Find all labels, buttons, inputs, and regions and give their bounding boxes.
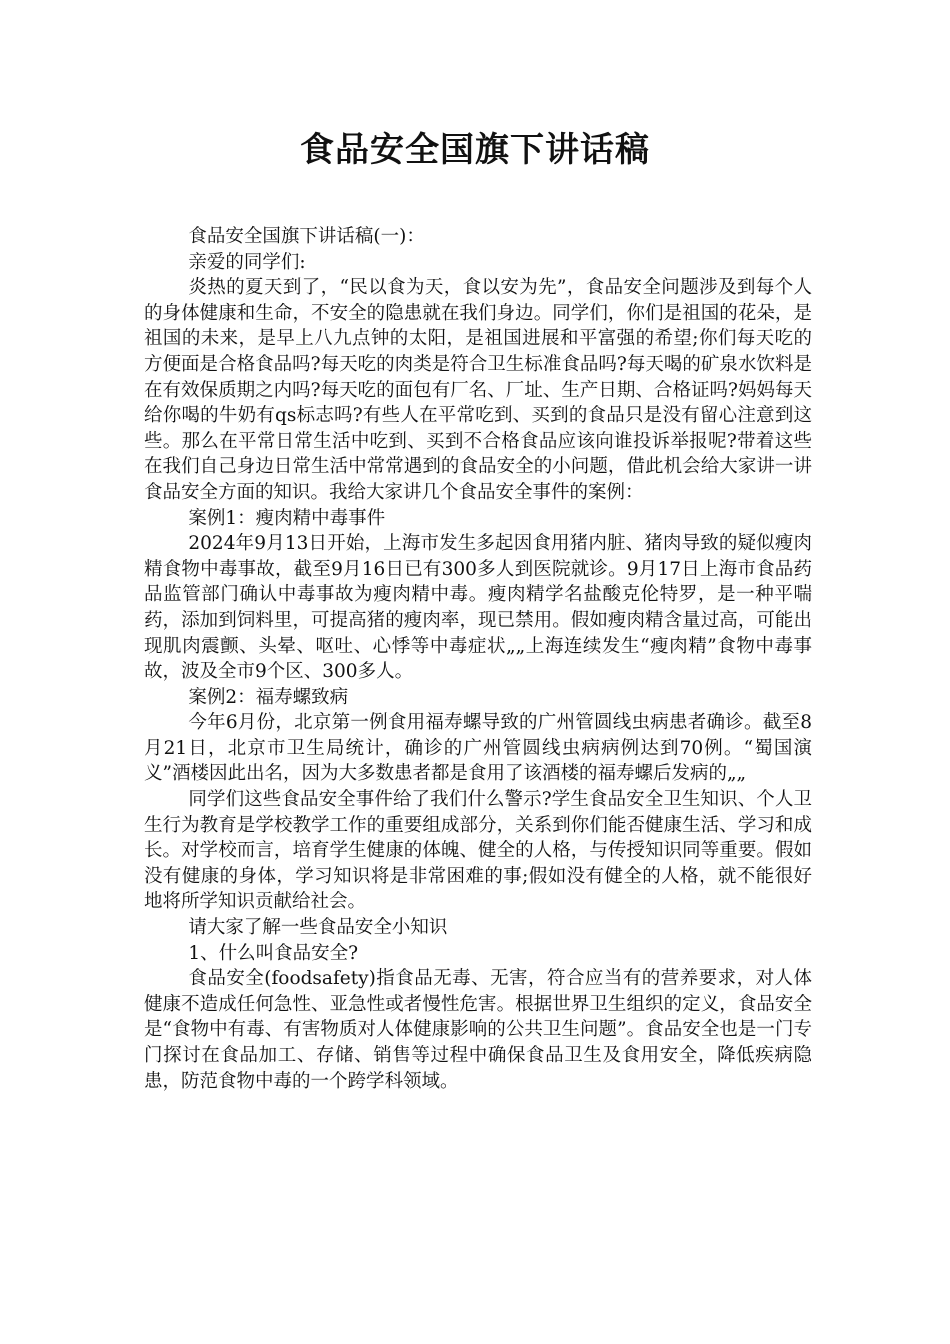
paragraph-definition: 食品安全(foodsafety)指食品无毒、无害，符合应当有的营养要求，对人体健康不造成任何急性、亚急性或者慢性危害。根据世界卫生组织的定义，食品安全是“食物中有毒、有害物质对人体健康影响的公共卫生问题”。食品安全也是一门专门探讨在食品加工、存储、销售等过程中确保食品卫生及食用安全，降低疾病隐患，防范食物中毒的一个跨学科领域。 [144,968,812,1092]
case-2-heading: 案例2：福寿螺致病 [188,686,349,708]
paragraph-warning: 同学们这些食品安全事件给了我们什么警示?学生食品安全卫生知识、个人卫生行为教育是学校教学工作的重要组成部分，关系到你们能否健康生活、学习和成长。对学校而言，培育学生健康的体魄、健全的人格，与传授知识同等重要。假如没有健康的身体，学习知识将是非常困难的事;假如没有健全的人格，就不能很好地将所学知识贡献给社会。 [144,789,812,913]
salutation: 亲爱的同学们: [188,251,306,273]
paragraph-case-1: 2024年9月13日开始，上海市发生多起因食用猪内脏、猪肉导致的疑似瘦肉精食物中毒事故，截至9月16日已有300多人到医院就诊。9月17日上海市食品药品监管部门确认中毒事故为瘦肉精中毒。瘦肉精学名盐酸克伦特罗，是一种平喘药，添加到饲料里，可提高猪的瘦肉率，现已禁用。假如瘦肉精含量过高，可能出现肌肉震颤、头晕、呕吐、心悸等中毒症状„„上海连续发生“瘦肉精”食物中毒事故，波及全市9个区、300多人。 [144,533,812,683]
knowledge-heading: 请大家了解一些食品安全小知识 [188,917,448,939]
page-title: 食品安全国旗下讲话稿 [300,130,650,170]
paragraph-intro: 炎热的夏天到了，“民以食为天，食以安为先”，食品安全问题涉及到每个人的身体健康和生命，不安全的隐患就在我们身边。同学们，你们是祖国的花朵，是祖国的未来，是早上八九点钟的太阳，是祖国进展和平富强的希望;你们每天吃的方便面是合格食品吗?每天吃的肉类是符合卫生标准食品吗?每天喝的矿泉水饮料是在有效保质期之内吗?每天吃的面包有厂名、厂址、生产日期、合格证吗?妈妈每天给你喝的牛奶有qs标志吗?有些人在平常吃到、买到的食品只是没有留心注意到这些。那么在平常日常生活中吃到、买到不合格食品应该向谁投诉举报呢?带着这些在我们自己身边日常生活中常常遇到的食品安全的小问题，借此机会给大家讲一讲食品安全方面的知识。我给大家讲几个食品安全事件的案例： [144,277,812,503]
speech-heading: 食品安全国旗下讲话稿(一)： [188,226,425,247]
paragraph-case-2: 今年6月份，北京第一例食用福寿螺导致的广州管圆线虫病患者确诊。截至8月21日，北京市卫生局统计，确诊的广州管圆线虫病病例达到70例。“蜀国演义”酒楼因此出名，因为大多数患者都是食用了该酒楼的福寿螺后发病的„„ [144,712,812,785]
case-1-heading: 案例1：瘦肉精中毒事件 [188,507,386,529]
document-body [144,224,812,1094]
question-1-heading: 1、什么叫食品安全? [188,942,359,964]
